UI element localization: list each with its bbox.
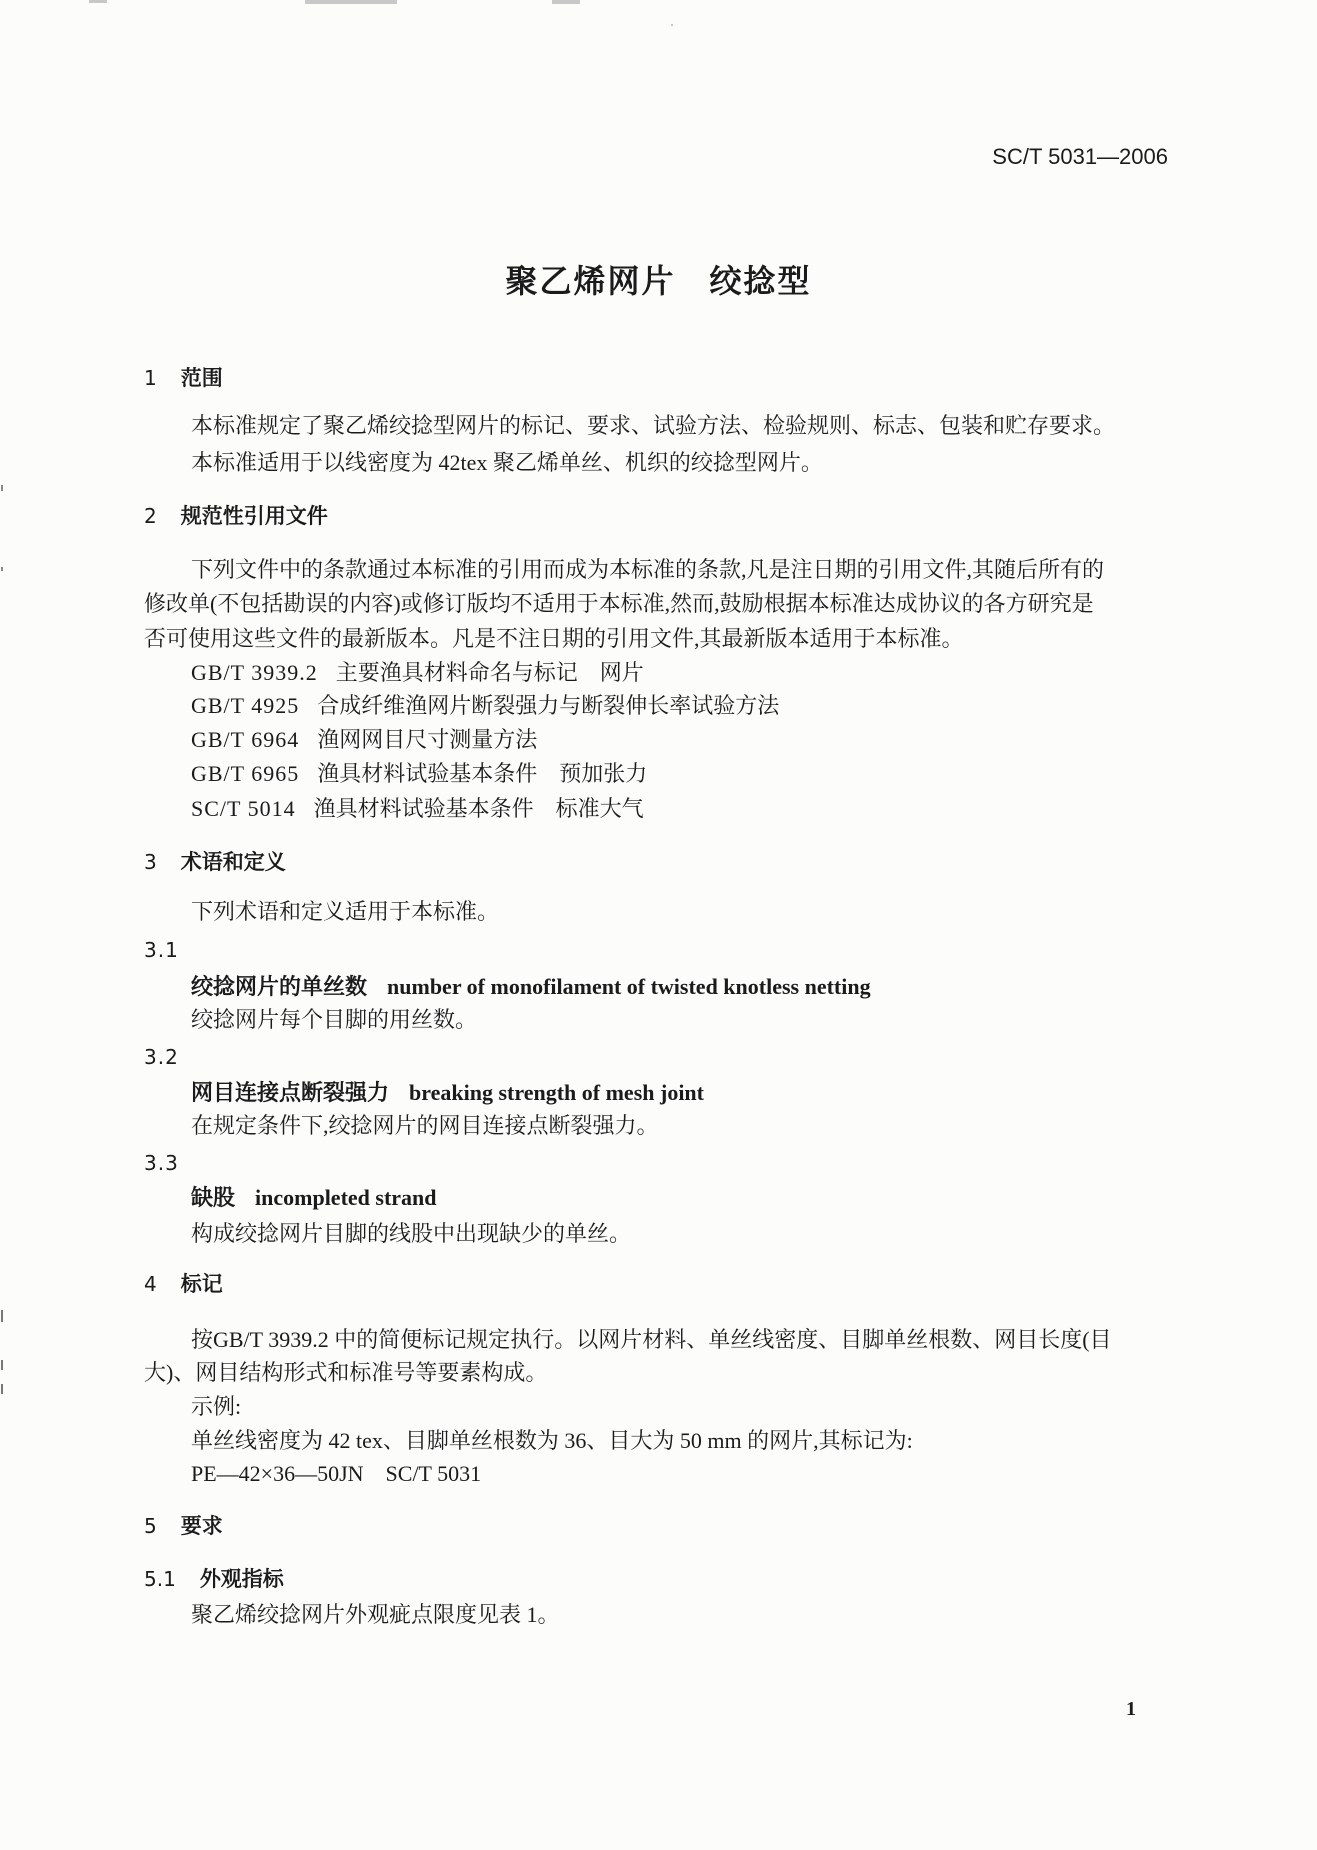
reference-title: 渔具材料试验基本条件 标准大气 xyxy=(313,796,644,821)
scan-artifact xyxy=(671,24,673,26)
term-entry xyxy=(191,1080,704,1106)
reference-code: SC/T 5014 xyxy=(191,796,296,821)
scan-artifact xyxy=(89,0,107,3)
section-number: 1 xyxy=(144,366,157,390)
reference-item xyxy=(191,660,644,686)
example-label: 示例: xyxy=(191,1394,242,1419)
section-title: 术语和定义 xyxy=(180,851,286,874)
reference-item xyxy=(191,727,537,753)
document-title: 聚乙烯网片 绞捻型 xyxy=(505,263,812,299)
section-number: 4 xyxy=(144,1272,157,1296)
page-number: 1 xyxy=(1126,1698,1136,1720)
section-3-heading xyxy=(144,849,286,876)
section-4-heading xyxy=(144,1271,223,1298)
paragraph-line: 本标准规定了聚乙烯绞捻型网片的标记、要求、试验方法、检验规则、标志、包装和贮存要求。 xyxy=(191,413,1116,438)
subsection-number: 5.1 xyxy=(144,1567,176,1591)
term-chinese: 网目连接点断裂强力 xyxy=(191,1080,390,1105)
subsection-title: 外观指标 xyxy=(199,1568,284,1591)
section-number: 5 xyxy=(144,1514,157,1538)
reference-code: GB/T 6965 xyxy=(191,761,300,786)
section-title: 标记 xyxy=(180,1273,223,1296)
term-english: breaking strength of mesh joint xyxy=(409,1080,704,1105)
reference-title: 主要渔具材料命名与标记 网片 xyxy=(335,660,644,685)
term-definition: 构成绞捻网片目脚的线股中出现缺少的单丝。 xyxy=(191,1221,632,1246)
reference-title: 渔网网目尺寸测量方法 xyxy=(317,727,538,752)
reference-item xyxy=(191,761,647,787)
paragraph-line: 下列术语和定义适用于本标准。 xyxy=(191,899,500,924)
scan-artifact xyxy=(305,0,397,4)
scan-artifact xyxy=(552,0,580,4)
section-1-heading xyxy=(144,365,223,392)
reference-item xyxy=(191,796,644,822)
section-title: 规范性引用文件 xyxy=(180,505,328,528)
section-2-heading xyxy=(144,503,328,530)
scan-artifact xyxy=(1,1310,3,1322)
term-english: number of monofilament of twisted knotless netting xyxy=(387,974,871,999)
paragraph-line: 聚乙烯绞捻网片外观疵点限度见表 1。 xyxy=(191,1602,560,1627)
term-chinese: 缺股 xyxy=(191,1185,236,1210)
term-definition: 绞捻网片每个目脚的用丝数。 xyxy=(191,1007,478,1032)
reference-title: 渔具材料试验基本条件 预加张力 xyxy=(317,761,648,786)
paragraph-line: 修改单(不包括勘误的内容)或修订版均不适用于本标准,然而,鼓励根据本标准达成协议的各方研究是 xyxy=(144,591,1094,616)
term-chinese: 绞捻网片的单丝数 xyxy=(191,974,368,999)
reference-code: GB/T 6964 xyxy=(191,727,300,752)
reference-title: 合成纤维渔网片断裂强力与断裂伸长率试验方法 xyxy=(317,693,780,718)
paragraph-line: 大)、网目结构形式和标准号等要素构成。 xyxy=(144,1360,548,1385)
section-title: 要求 xyxy=(180,1515,223,1538)
scan-artifact xyxy=(1,1360,3,1370)
reference-code: GB/T 3939.2 xyxy=(191,660,318,685)
term-english: incompleted strand xyxy=(255,1185,437,1210)
section-5-heading xyxy=(144,1513,223,1540)
term-definition: 在规定条件下,绞捻网片的网目连接点断裂强力。 xyxy=(191,1113,659,1138)
term-entry xyxy=(191,1185,437,1211)
term-number: 3.3 xyxy=(144,1151,179,1175)
scan-artifact xyxy=(1,567,3,571)
scan-artifact xyxy=(1,1384,3,1394)
example-text: 单丝线密度为 42 tex、目脚单丝根数为 36、目大为 50 mm 的网片,其标记为: xyxy=(191,1428,913,1453)
paragraph-line: 下列文件中的条款通过本标准的引用而成为本标准的条款,凡是注日期的引用文件,其随后所有的 xyxy=(191,557,1105,582)
standard-code: SC/T 5031—2006 xyxy=(992,144,1168,169)
paragraph-line: 本标准适用于以线密度为 42tex 聚乙烯单丝、机织的绞捻型网片。 xyxy=(191,450,823,475)
section-number: 2 xyxy=(144,504,157,528)
scan-artifact xyxy=(1,485,3,491)
paragraph-line: 否可使用这些文件的最新版本。凡是不注日期的引用文件,其最新版本适用于本标准。 xyxy=(144,626,964,651)
example-code: PE—42×36—50JN SC/T 5031 xyxy=(191,1461,482,1486)
term-number: 3.2 xyxy=(144,1045,179,1069)
term-number: 3.1 xyxy=(144,938,179,962)
reference-code: GB/T 4925 xyxy=(191,693,300,718)
section-number: 3 xyxy=(144,850,157,874)
reference-item xyxy=(191,693,779,719)
section-title: 范围 xyxy=(180,367,223,390)
subsection-5-1-heading xyxy=(144,1566,284,1593)
paragraph-line: 按GB/T 3939.2 中的简便标记规定执行。以网片材料、单丝线密度、目脚单丝根数、网目长度(目 xyxy=(191,1327,1112,1352)
term-entry xyxy=(191,974,871,1000)
